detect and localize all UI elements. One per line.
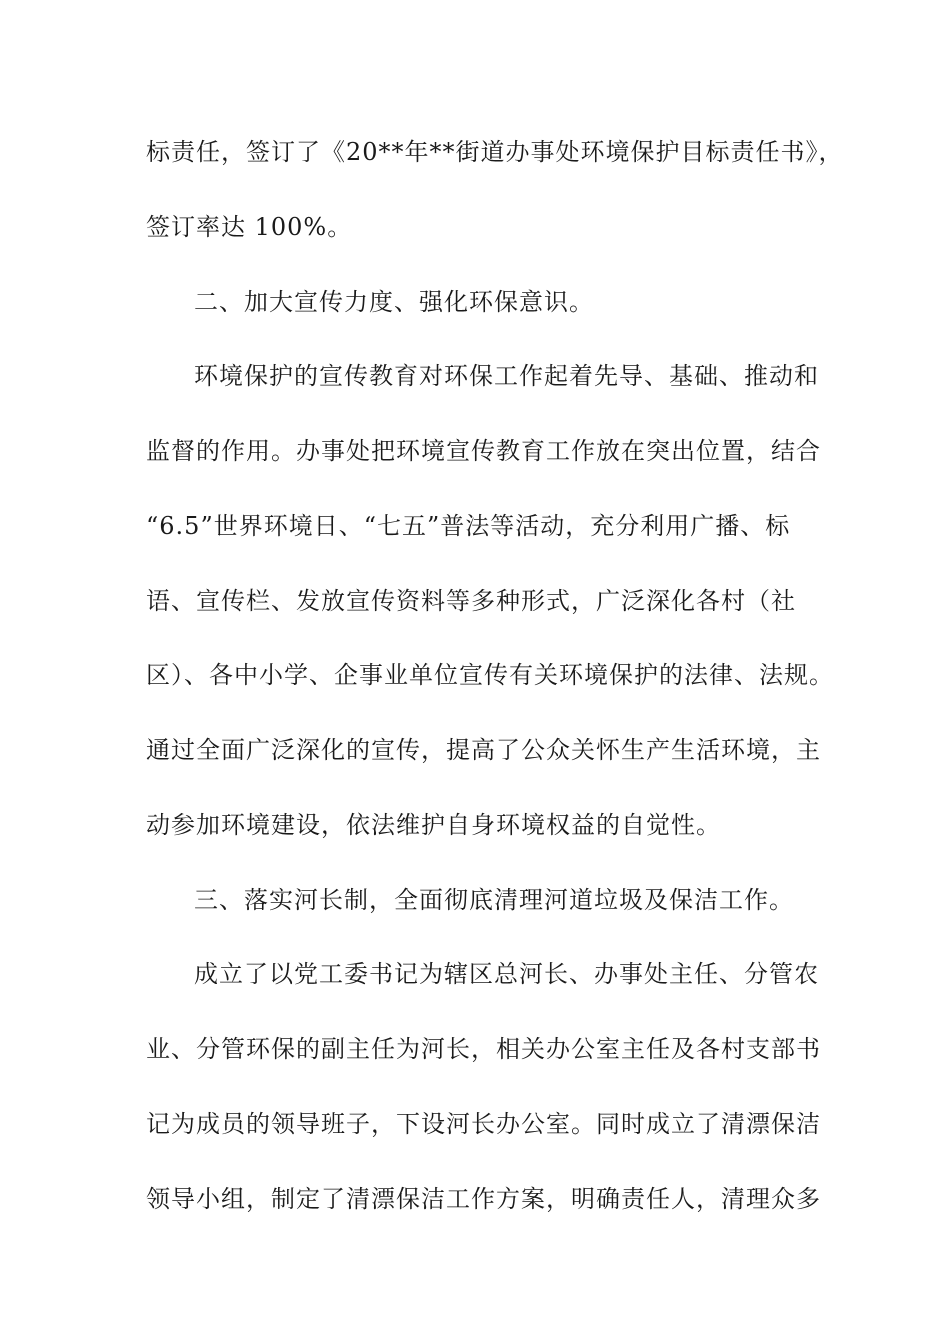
text-line: 标责任，签订了《20**年**街道办事处环境保护目标责任书》， [146, 138, 844, 166]
paragraph-line: 监督的作用。办事处把环境宣传教育工作放在突出位置，结合 [146, 437, 821, 465]
paragraph-line: 通过全面广泛深化的宣传，提高了公众关怀生产生活环境，主 [146, 736, 821, 764]
paragraph-line: 动参加环境建设，依法维护自身环境权益的自觉性。 [146, 811, 721, 839]
paragraph-line: 领导小组，制定了清漂保洁工作方案，明确责任人，清理众多 [146, 1185, 821, 1213]
paragraph-line: 语、宣传栏、发放宣传资料等多种形式，广泛深化各村（社 [146, 587, 796, 615]
section-heading: 二、加大宣传力度、强化环保意识。 [194, 288, 594, 316]
paragraph-line: 环境保护的宣传教育对环保工作起着先导、基础、推动和 [194, 362, 819, 390]
paragraph-line: 成立了以党工委书记为辖区总河长、办事处主任、分管农 [194, 960, 819, 988]
paragraph-line: 业、分管环保的副主任为河长，相关办公室主任及各村支部书 [146, 1035, 821, 1063]
section-heading: 三、落实河长制，全面彻底清理河道垃圾及保洁工作。 [194, 886, 794, 914]
paragraph-line: “6.5”世界环境日、“七五”普法等活动，充分利用广播、标 [146, 512, 791, 540]
paragraph-line: 记为成员的领导班子，下设河长办公室。同时成立了清漂保洁 [146, 1110, 821, 1138]
paragraph-line: 区）、各中小学、企事业单位宣传有关环境保护的法律、法规。 [146, 661, 834, 689]
text-line: 签订率达 100%。 [146, 213, 353, 241]
